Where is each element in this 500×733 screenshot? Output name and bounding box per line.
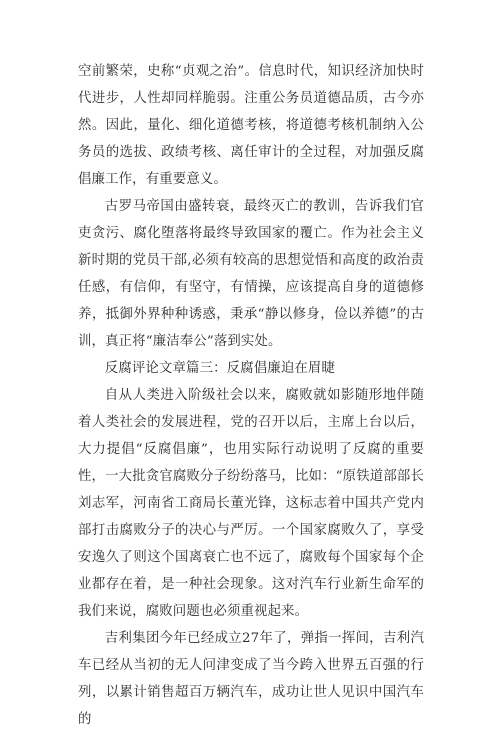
paragraph-3: 自从人类进入阶级社会以来，腐败就如影随形地伴随着人类社会的发展进程，党的召开以后，主席上台以后，大力提倡“反腐倡廉”，也用实际行动说明了反腐的重要性，一大批贪官腐败分子纷纷落马，比如：“原铁道部部长刘志军，河南省工商局长董光锋，这标志着中国共产党内部打击腐败分子的决心与严厉。一个国家腐败久了，享受安逸久了则这个国离衰亡也不远了，腐败每个国家每个企业都存在着，是一种社会现象。这对汽车行业新生命军的我们来说，腐败问题也必须重视起来。	[78, 388, 424, 619]
section-heading: 反腐评论文章篇三：反腐倡廉迫在眉睫	[104, 361, 335, 376]
document-body	[78, 58, 424, 733]
paragraph-1: 空前繁荣，史称“贞观之治”。信息时代，知识经济加快时代进步，人性却同样脆弱。注重公务员道德品质，古今亦然。因此，量化、细化道德考核，将道德考核机制纳入公务员的选拔、政绩考核、离任审计的全过程，对加强反腐倡廉工作，有重要意义。	[78, 64, 424, 187]
paragraph-4: 吉利集团今年已经成立27年了，弹指一挥间，吉利汽车已经从当初的无人问津变成了当今跨入世界五百强的行列，以累计销售超百万辆汽车，成功让世人见识中国汽车的	[78, 631, 424, 727]
paragraph-2: 古罗马帝国由盛转衰，最终灭亡的教训，告诉我们官吏贪污、腐化堕落将最终导致国家的覆亡。作为社会主义新时期的党员干部,必须有较高的思想觉悟和高度的政治责任感，有信仰，有坚守，有情操，应该提高自身的道德修养，抵御外界种种诱惑，秉承“静以修身，俭以养德”的古训，真正将“廉洁奉公”落到实处。	[78, 199, 424, 349]
